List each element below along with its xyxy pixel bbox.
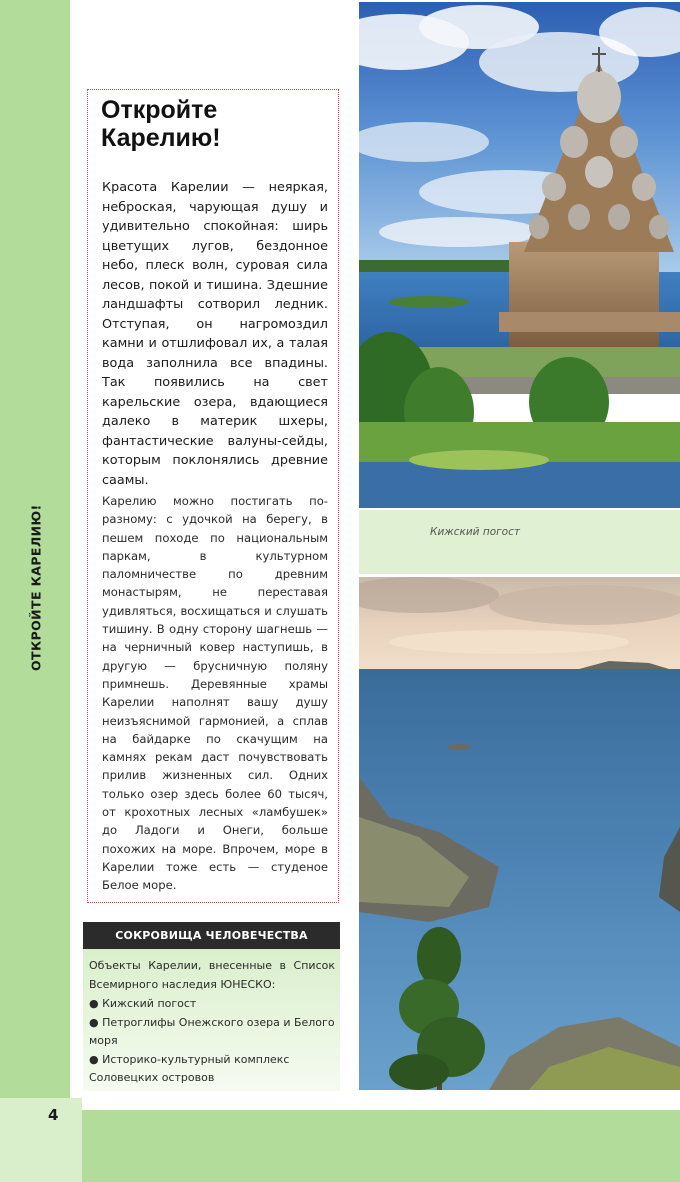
treasures-intro: Объекты Карелии, внесенные в Список Всемирного наследия ЮНЕСКО: [89, 959, 335, 991]
treasures-header: СОКРОВИЩА ЧЕЛОВЕЧЕСТВА [83, 922, 340, 949]
article-paragraph-2: Карелию можно постигать по-разному: с удочкой на берегу, в пешем походе по национальным паркам, в культурном паломничестве по древним монастырям, не переставая удивляться, восхищаться и слушать тишину. В одну сторону шагнешь — на черничный ковер наступишь, в другую — брусничную поляну примнешь. Деревянные храмы Карелии наполнят вашу душу неизъяснимой гармонией, а сплав на байдарке по скачущим на камнях рекам даст почувствовать прилив жизненных сил. Одних только озер здесь более 60 тысяч, от крохотных лесных «ламбушек» до Ладоги и Онеги, больше похожих на море. Впрочем, море в Карелии тоже есть — студеное Белое море. [102, 494, 328, 893]
kizhi-church-photo [359, 2, 680, 508]
article-title: Откройте Карелию! [101, 96, 221, 152]
article-paragraph-1: Красота Карелии — неяркая, неброская, чарующая душу и удивительно спокойная: ширь цветущих лугов, бездонное небо, плеск волн, суровая сила лесов, покой и тишина. Здешние ландшафты сотворил ледник. Отступая, он нагромоздил камни и отшлифовал их, а талая вода заполнила все впадины. Так появились на свет карельские озера, вдающиеся далеко в материк шхеры, фантастические валуны-сейды, которым поклонялись древние саамы. [102, 180, 328, 488]
page-number: 4 [48, 1106, 59, 1124]
bottom-color-band [82, 1110, 680, 1182]
list-item: ● Историко-культурный комплекс Соловецких островов [89, 1052, 290, 1084]
section-side-title: ОТКРОЙТЕ КАРЕЛИЮ! [28, 504, 44, 671]
caption-box [359, 510, 680, 574]
lake-landscape-photo [359, 577, 680, 1090]
treasures-list [89, 995, 337, 1088]
page-number-box [0, 1098, 82, 1182]
photo-caption: Кижский погост [430, 526, 520, 538]
list-item: ● Кижский погост [89, 997, 197, 1010]
list-item: ● Петроглифы Онежского озера и Белого моря [89, 1015, 335, 1047]
